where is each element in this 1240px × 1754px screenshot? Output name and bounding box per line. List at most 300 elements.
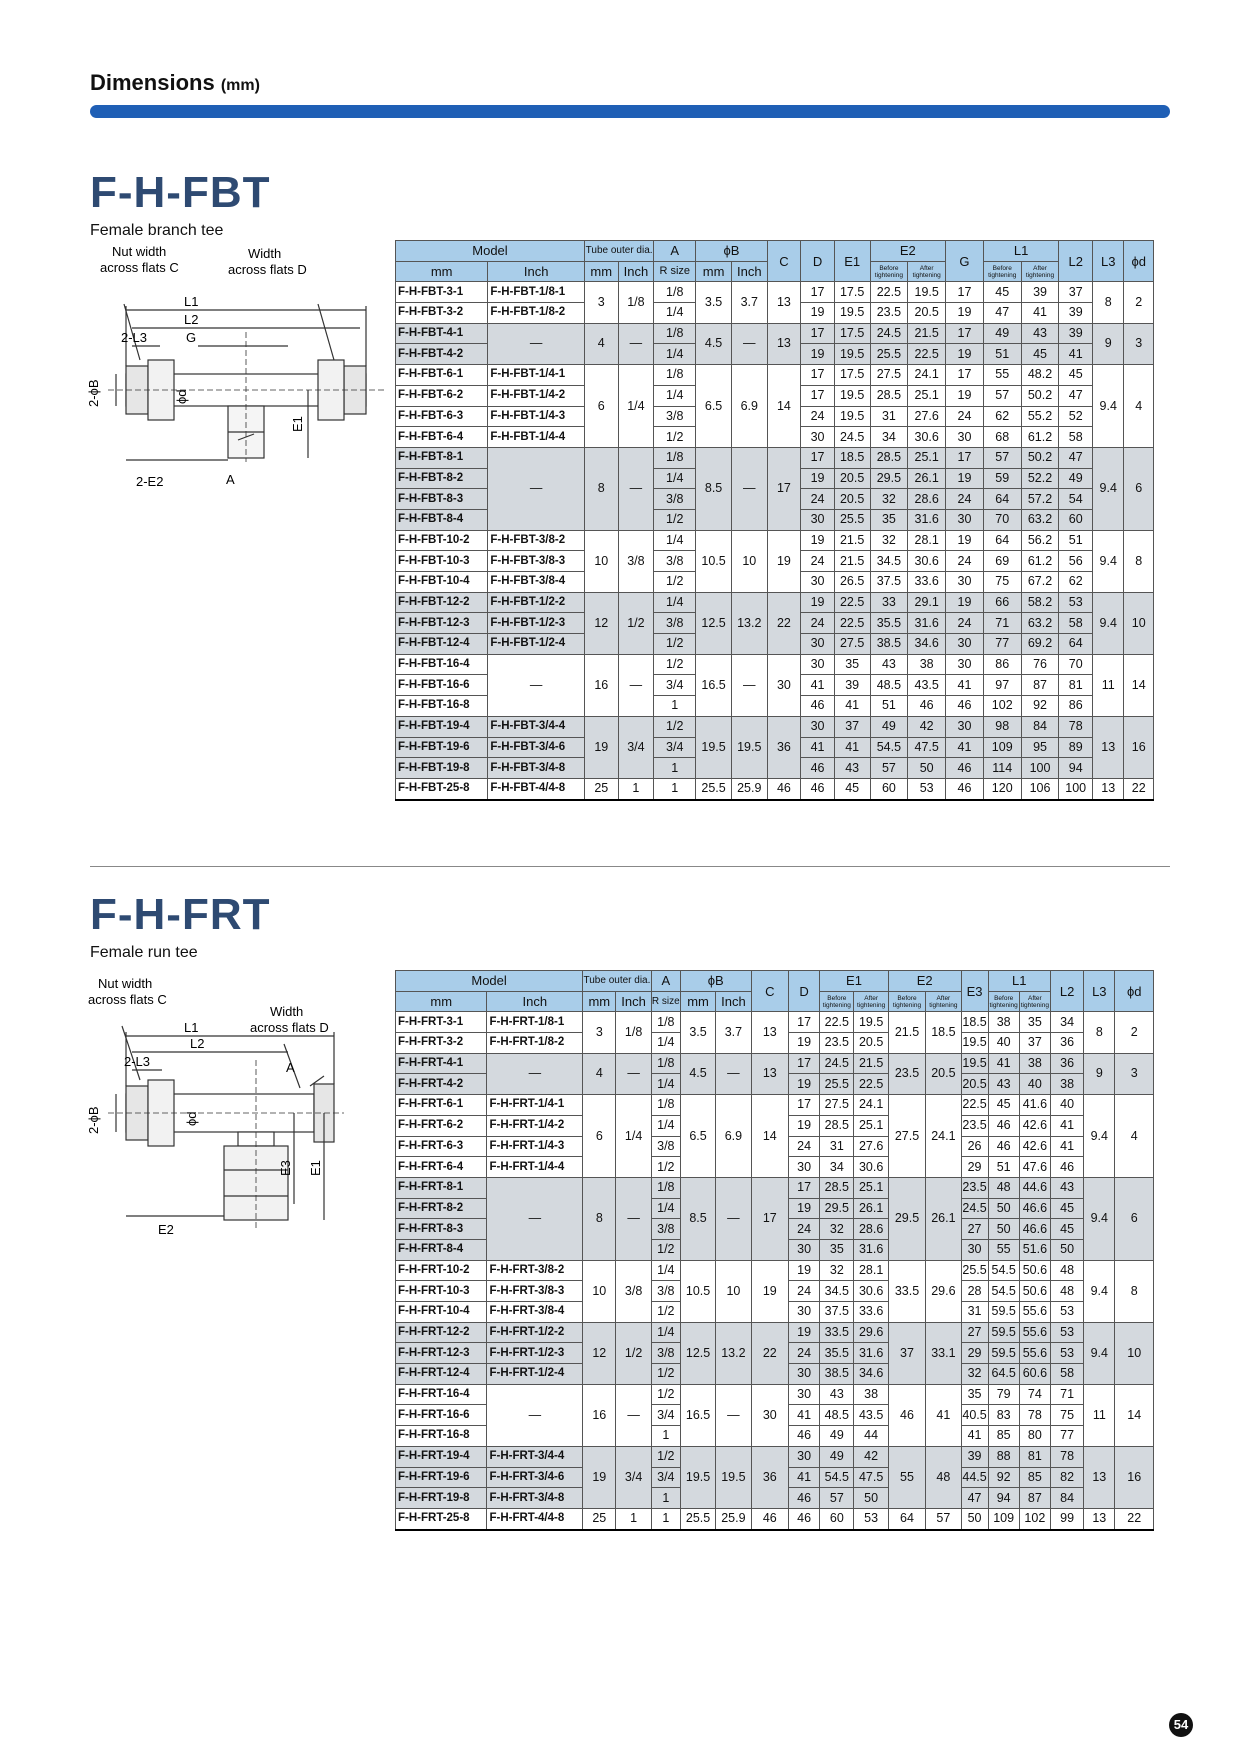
g-value: 19 [946,344,984,365]
section-divider [90,866,1170,867]
e1-before: 34 [820,1157,854,1178]
e2-after: 24.1 [926,1095,961,1178]
model-mm: F-H-FBT-4-2 [396,344,488,365]
c-value: 17 [751,1177,788,1260]
e2-after: 24.1 [908,365,946,386]
e2-before: 27.5 [870,365,908,386]
e2-after: 34.6 [908,634,946,655]
tube-inch: 1/4 [616,1095,651,1178]
fbt-diagram [86,244,358,492]
fbt-dia-l3: 2-L3 [121,330,148,345]
e1-value: 18.5 [834,447,870,468]
e1-value: 22.5 [834,592,870,613]
r-size: 1/2 [654,509,696,530]
model-mm: F-H-FBT-12-2 [396,592,488,613]
l2-value: 70 [1059,654,1093,675]
l1-after: 46.6 [1019,1219,1050,1240]
model-inch: F-H-FRT-1/8-1 [487,1012,583,1033]
fbt-title: F-H-FBT [90,168,271,217]
fbt-col-inch: Inch [488,261,585,282]
e2-before: 29.5 [888,1177,925,1260]
l2-value: 64 [1059,634,1093,655]
l1-after: 63.2 [1021,613,1059,634]
fbt-col-e2: E2 [870,241,946,262]
l1-before: 47 [983,303,1021,324]
l1-after: 50.2 [1021,385,1059,406]
l3-value: 9.4 [1084,1177,1115,1260]
l1-after: 52.2 [1021,468,1059,489]
l1-after: 55.6 [1019,1322,1050,1343]
l2-value: 45 [1050,1198,1083,1219]
tube-mm: 3 [584,282,618,323]
l1-before: 64 [983,530,1021,551]
l1-before: 68 [983,427,1021,448]
e2-after: 53 [908,778,946,799]
phib-mm: 3.5 [680,1012,715,1053]
e1-after: 28.1 [854,1260,888,1281]
phib-inch: 13.2 [731,592,767,654]
l2-value: 47 [1059,385,1093,406]
table-row [396,778,1154,799]
l1-before: 94 [988,1488,1019,1509]
c-value: 36 [767,716,801,778]
model-mm: F-H-FBT-16-6 [396,675,488,696]
l2-value: 60 [1059,509,1093,530]
e1-before: 27.5 [820,1095,854,1116]
phib-mm: 19.5 [696,716,732,778]
table-row [396,447,1154,468]
model-inch: F-H-FRT-3/4-6 [487,1467,583,1488]
fbt-col-l1: L1 [983,241,1059,262]
table-row [396,716,1154,737]
frt-col-b-inch: Inch [716,991,751,1012]
l1-before: 51 [983,344,1021,365]
l1-after: 55.2 [1021,406,1059,427]
r-size: 1/4 [654,344,696,365]
frt-col-e2-after: After tightening [926,991,961,1012]
e2-after: 38 [908,654,946,675]
model-mm: F-H-FRT-10-2 [396,1260,487,1281]
model-mm: F-H-FRT-19-8 [396,1488,487,1509]
l2-value: 77 [1050,1426,1083,1447]
g-value: 24 [946,489,984,510]
fbt-dia-l2: L2 [184,312,199,327]
frt-col-d: D [789,971,820,1012]
model-inch: F-H-FRT-1/8-2 [487,1033,583,1054]
fbt-col-b-inch: Inch [731,261,767,282]
e3-value: 50 [961,1508,988,1529]
e2-after: 28.1 [908,530,946,551]
g-value: 30 [946,716,984,737]
frt-col-c: C [751,971,788,1012]
e2-before: 46 [888,1384,925,1446]
l2-value: 43 [1050,1177,1083,1198]
l1-after: 45 [1021,344,1059,365]
l1-before: 109 [983,737,1021,758]
d-value: 24 [801,489,835,510]
e2-after: 25.1 [908,447,946,468]
model-mm: F-H-FBT-6-1 [396,365,488,386]
model-mm: F-H-FBT-19-6 [396,737,488,758]
frt-col-e2: E2 [888,971,961,992]
frt-col-l1: L1 [988,971,1050,992]
l1-after: 50.2 [1021,447,1059,468]
e1-value: 19.5 [834,344,870,365]
phib-inch: 13.2 [716,1322,751,1384]
tube-mm: 19 [583,1446,616,1508]
e1-before: 31 [820,1136,854,1157]
d-value: 30 [789,1157,820,1178]
l3-value: 13 [1093,778,1124,799]
r-size: 3/8 [651,1136,680,1157]
page-number: 54 [1169,1713,1193,1737]
r-size: 1/8 [651,1095,680,1116]
table-row [396,1260,1154,1281]
g-value: 17 [946,323,984,344]
fbt-col-e2-before: Before tightening [870,261,908,282]
e2-after: 22.5 [908,344,946,365]
r-size: 1/8 [651,1053,680,1074]
d-value: 46 [801,758,835,779]
l1-after: 39 [1021,282,1059,303]
e1-before: 35 [820,1239,854,1260]
c-value: 13 [767,282,801,323]
phib-mm: 16.5 [680,1384,715,1446]
e1-before: 25.5 [820,1074,854,1095]
l1-after: 61.2 [1021,551,1059,572]
l1-before: 48 [988,1177,1019,1198]
model-inch: F-H-FBT-4/4-8 [488,778,585,799]
tube-mm: 8 [583,1177,616,1260]
phid-value: 10 [1124,592,1154,654]
fbt-dia-label-d: Width [248,246,282,261]
r-size: 1/2 [651,1384,680,1405]
e1-value: 45 [834,778,870,799]
fbt-col-rsize: R size [654,261,696,282]
fbt-col-c: C [767,241,801,282]
l2-value: 34 [1050,1012,1083,1033]
r-size: 1/2 [651,1446,680,1467]
e1-before: 24.5 [820,1053,854,1074]
l1-before: 92 [988,1467,1019,1488]
e1-after: 20.5 [854,1033,888,1054]
l2-value: 78 [1059,716,1093,737]
model-inch: F-H-FBT-1/4-1 [488,365,585,386]
l3-value: 13 [1093,716,1124,778]
d-value: 30 [789,1446,820,1467]
model-mm: F-H-FRT-12-4 [396,1364,487,1385]
r-size: 1/2 [651,1364,680,1385]
e1-value: 41 [834,737,870,758]
model-mm: F-H-FRT-12-2 [396,1322,487,1343]
l3-value: 9.4 [1084,1322,1115,1384]
frt-col-e1-before: Before tightening [820,991,854,1012]
e2-before: 23.5 [888,1053,925,1094]
frt-dimension-table [395,970,1154,1531]
phid-value: 14 [1124,654,1154,716]
e1-after: 27.6 [854,1136,888,1157]
l2-value: 58 [1059,427,1093,448]
e3-value: 29 [961,1157,988,1178]
c-value: 17 [767,447,801,530]
fbt-col-g: G [946,241,984,282]
phib-inch: — [716,1177,751,1260]
model-mm: F-H-FBT-3-1 [396,282,488,303]
l2-value: 53 [1050,1343,1083,1364]
e2-after: 41 [926,1384,961,1446]
phib-mm: 12.5 [696,592,732,654]
r-size: 3/8 [651,1343,680,1364]
l1-after: 76 [1021,654,1059,675]
e2-before: 48.5 [870,675,908,696]
r-size: 1/2 [654,634,696,655]
model-mm: F-H-FRT-4-1 [396,1053,487,1074]
e1-before: 54.5 [820,1467,854,1488]
g-value: 19 [946,385,984,406]
g-value: 17 [946,365,984,386]
tube-mm: 16 [584,654,618,716]
fbt-col-l3: L3 [1093,241,1124,282]
frt-col-e1-after: After tightening [854,991,888,1012]
model-mm: F-H-FRT-6-4 [396,1157,487,1178]
d-value: 24 [789,1281,820,1302]
phib-inch: — [731,323,767,364]
tube-inch: — [616,1053,651,1094]
l2-value: 41 [1050,1136,1083,1157]
e2-before: 29.5 [870,468,908,489]
r-size: 1 [654,696,696,717]
model-inch: F-H-FBT-3/8-4 [488,572,585,593]
l2-value: 81 [1059,675,1093,696]
fbt-col-tube: Tube outer dia. [584,241,653,262]
e2-before: 51 [870,696,908,717]
fbt-dia-l1: L1 [184,294,199,309]
e2-before: 34 [870,427,908,448]
e1-after: 50 [854,1488,888,1509]
table-row [396,1322,1154,1343]
l1-before: 86 [983,654,1021,675]
e2-before: 35 [870,509,908,530]
e1-before: 29.5 [820,1198,854,1219]
frt-dia-label-c: Nut width [98,976,153,991]
r-size: 1/4 [654,303,696,324]
heading-text: Dimensions [90,70,215,95]
e2-after: 33.6 [908,572,946,593]
r-size: 3/8 [654,406,696,427]
model-inch: F-H-FBT-3/4-6 [488,737,585,758]
e1-after: 33.6 [854,1302,888,1323]
model-inch: F-H-FBT-3/8-2 [488,530,585,551]
model-inch: — [488,447,585,530]
tube-inch: — [618,323,654,364]
g-value: 30 [946,634,984,655]
d-value: 46 [789,1488,820,1509]
fbt-col-model: Model [396,241,585,262]
r-size: 1/4 [651,1033,680,1054]
r-size: 1/4 [651,1322,680,1343]
l2-value: 58 [1050,1364,1083,1385]
model-mm: F-H-FBT-16-8 [396,696,488,717]
table-row [396,1012,1154,1033]
d-value: 17 [801,365,835,386]
frt-col-l1-before: Before tightening [988,991,1019,1012]
r-size: 1/2 [654,716,696,737]
e3-value: 44.5 [961,1467,988,1488]
e1-value: 17.5 [834,282,870,303]
frt-subtitle: Female run tee [90,944,198,961]
r-size: 3/8 [654,551,696,572]
l3-value: 9.4 [1093,530,1124,592]
e1-value: 21.5 [834,551,870,572]
e2-before: 54.5 [870,737,908,758]
l2-value: 71 [1050,1384,1083,1405]
frt-diagram [86,976,358,1240]
e2-after: 21.5 [908,323,946,344]
c-value: 30 [767,654,801,716]
l2-value: 52 [1059,406,1093,427]
tube-inch: 3/8 [616,1260,651,1322]
e2-before: 23.5 [870,303,908,324]
model-mm: F-H-FBT-8-3 [396,489,488,510]
d-value: 19 [789,1115,820,1136]
fbt-col-a: A [654,241,696,262]
tube-mm: 19 [584,716,618,778]
l2-value: 78 [1050,1446,1083,1467]
model-inch: F-H-FRT-1/4-1 [487,1095,583,1116]
tube-mm: 6 [584,365,618,448]
model-mm: F-H-FRT-8-2 [396,1198,487,1219]
model-mm: F-H-FRT-3-1 [396,1012,487,1033]
phid-value: 10 [1115,1322,1154,1384]
l1-before: 97 [983,675,1021,696]
l1-after: 74 [1019,1384,1050,1405]
phid-value: 4 [1115,1095,1154,1178]
tube-inch: — [616,1177,651,1260]
e1-after: 19.5 [854,1012,888,1033]
d-value: 30 [789,1302,820,1323]
g-value: 19 [946,303,984,324]
l1-before: 71 [983,613,1021,634]
phib-mm: 25.5 [696,778,732,799]
e2-before: 37 [888,1322,925,1384]
l1-after: 35 [1019,1012,1050,1033]
model-mm: F-H-FBT-12-3 [396,613,488,634]
fbt-col-l2: L2 [1059,241,1093,282]
phib-inch: 3.7 [731,282,767,323]
l3-value: 11 [1084,1384,1115,1446]
c-value: 19 [751,1260,788,1322]
model-inch: F-H-FRT-1/2-4 [487,1364,583,1385]
c-value: 14 [767,365,801,448]
e1-after: 30.6 [854,1157,888,1178]
l2-value: 50 [1050,1239,1083,1260]
r-size: 1/2 [654,572,696,593]
model-mm: F-H-FRT-4-2 [396,1074,487,1095]
model-mm: F-H-FRT-10-3 [396,1281,487,1302]
r-size: 1/8 [654,365,696,386]
l1-before: 98 [983,716,1021,737]
model-mm: F-H-FRT-19-6 [396,1467,487,1488]
g-value: 17 [946,447,984,468]
model-inch: F-H-FBT-1/2-4 [488,634,585,655]
g-value: 30 [946,427,984,448]
e1-after: 38 [854,1384,888,1405]
model-mm: F-H-FRT-8-4 [396,1239,487,1260]
table-row [396,530,1154,551]
e3-value: 47 [961,1488,988,1509]
frt-dia-e1: E1 [308,1160,323,1176]
l1-after: 42.6 [1019,1115,1050,1136]
e3-value: 39 [961,1446,988,1467]
l1-after: 47.6 [1019,1157,1050,1178]
d-value: 30 [789,1364,820,1385]
phib-inch: 6.9 [731,365,767,448]
phid-value: 8 [1124,530,1154,592]
l2-value: 99 [1050,1508,1083,1529]
phid-value: 4 [1124,365,1154,448]
tube-inch: 1/4 [618,365,654,448]
e2-before: 32 [870,489,908,510]
frt-col-model: Model [396,971,583,992]
e3-value: 31 [961,1302,988,1323]
l2-value: 45 [1059,365,1093,386]
model-mm: F-H-FBT-8-2 [396,468,488,489]
phib-mm: 3.5 [696,282,732,323]
l1-before: 51 [988,1157,1019,1178]
r-size: 1/4 [654,468,696,489]
l1-after: 48.2 [1021,365,1059,386]
d-value: 19 [789,1260,820,1281]
model-mm: F-H-FRT-6-3 [396,1136,487,1157]
tube-inch: 3/4 [618,716,654,778]
e1-value: 17.5 [834,365,870,386]
e1-after: 24.1 [854,1095,888,1116]
fbt-col-tube-mm: mm [584,261,618,282]
tube-mm: 25 [583,1508,616,1529]
model-mm: F-H-FRT-19-4 [396,1446,487,1467]
e3-value: 32 [961,1364,988,1385]
l1-before: 62 [983,406,1021,427]
e2-after: 18.5 [926,1012,961,1053]
r-size: 3/4 [651,1467,680,1488]
l1-before: 41 [988,1053,1019,1074]
e1-value: 35 [834,654,870,675]
phib-inch: — [716,1384,751,1446]
e1-value: 37 [834,716,870,737]
tube-inch: 1 [618,778,654,799]
c-value: 13 [767,323,801,364]
model-inch: F-H-FBT-3/8-3 [488,551,585,572]
l2-value: 75 [1050,1405,1083,1426]
phid-value: 3 [1115,1053,1154,1094]
e2-before: 28.5 [870,385,908,406]
e1-value: 20.5 [834,489,870,510]
l1-after: 85 [1019,1467,1050,1488]
g-value: 30 [946,509,984,530]
e1-after: 31.6 [854,1239,888,1260]
fbt-dia-label-d2: across flats D [228,262,307,277]
d-value: 19 [789,1198,820,1219]
fbt-col-l1-after: After tightening [1021,261,1059,282]
l3-value: 8 [1084,1012,1115,1053]
c-value: 36 [751,1446,788,1508]
e1-value: 21.5 [834,530,870,551]
model-inch: F-H-FRT-1/4-2 [487,1115,583,1136]
g-value: 19 [946,530,984,551]
l2-value: 84 [1050,1488,1083,1509]
table-row [396,282,1154,303]
l2-value: 53 [1050,1302,1083,1323]
